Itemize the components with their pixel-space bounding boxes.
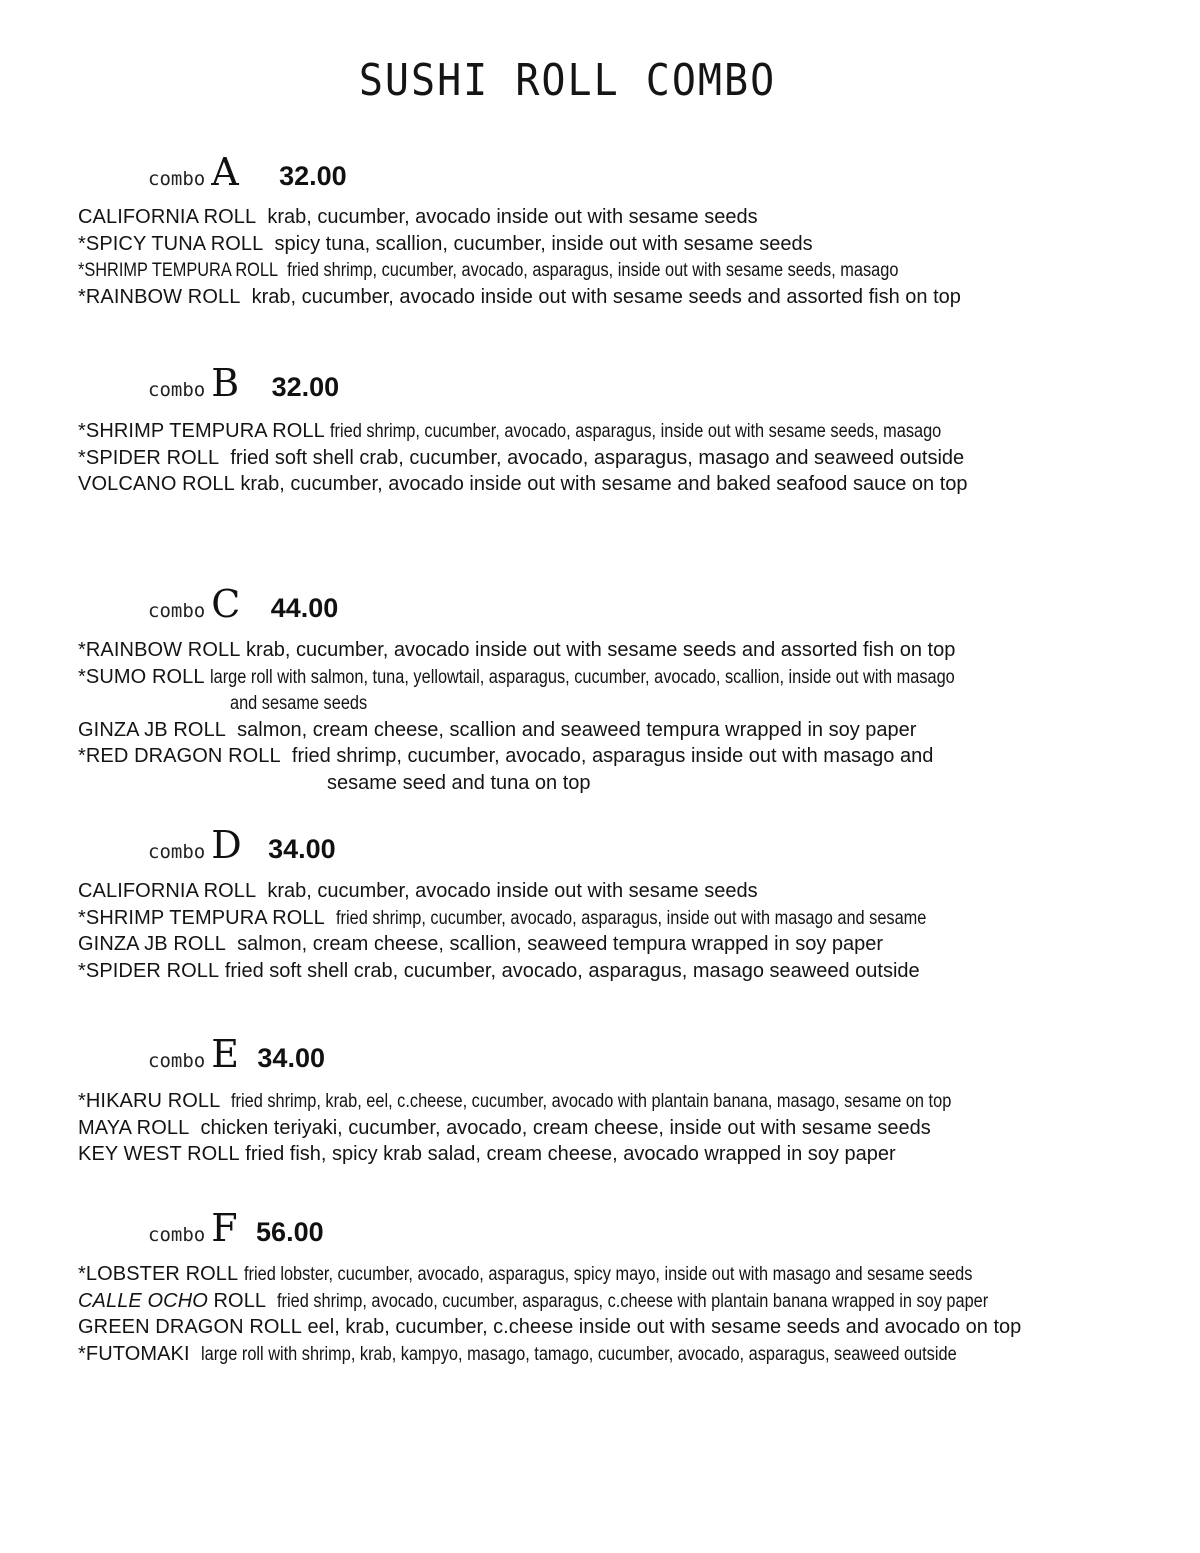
combo-price: 34.00 (257, 1043, 325, 1073)
combo-f-heading (148, 1206, 324, 1250)
combo-word: combo (148, 379, 206, 401)
item-description: krab, cucumber, avocado inside out with sesame seeds and assorted fish on top (251, 285, 961, 308)
menu-item (78, 1341, 1178, 1368)
item-description: fried shrimp, cucumber, avocado, asparagus, inside out with sesame seeds, masago (330, 421, 942, 442)
item-description: large roll with shrimp, krab, kampyo, masago, tamago, cucumber, avocado, asparagus, seaweed outside (200, 1343, 957, 1365)
menu-title: SUSHI ROLL COMBO (358, 56, 777, 106)
menu-item (78, 878, 1178, 905)
item-description: fried shrimp, cucumber, avocado, asparagus, inside out with sesame seeds, masago (287, 260, 899, 281)
item-description: fried lobster, cucumber, avocado, asparagus, spicy mayo, inside out with masago and sesame seeds (243, 1264, 973, 1285)
combo-word: combo (148, 1224, 206, 1246)
item-description: krab, cucumber, avocado inside out with sesame seeds and assorted fish on top (246, 639, 956, 661)
combo-a-items (78, 204, 1178, 310)
item-name: *HIKARU ROLL (78, 1090, 221, 1112)
menu-item (78, 637, 1178, 664)
combo-letter: E (211, 1032, 239, 1076)
menu-item (78, 905, 1178, 932)
item-name: GREEN DRAGON ROLL (78, 1316, 302, 1338)
menu-item (78, 958, 1178, 985)
item-name: MAYA ROLL (78, 1116, 190, 1139)
item-description: spicy tuna, scallion, cucumber, inside out with sesame seeds (274, 232, 813, 255)
menu-item (78, 931, 1178, 958)
combo-d-heading (148, 823, 336, 867)
item-name: *SUMO ROLL (78, 665, 205, 688)
item-name: *RED DRAGON ROLL (78, 745, 281, 767)
combo-price: 34.00 (268, 834, 336, 864)
combo-letter: D (211, 823, 242, 867)
item-description: krab, cucumber, avocado inside out with sesame and baked seafood sauce on top (240, 473, 968, 495)
combo-price: 32.00 (271, 372, 340, 402)
menu-item (78, 471, 1178, 498)
menu-item (78, 664, 1178, 691)
item-name: KEY WEST ROLL (78, 1143, 240, 1165)
item-name: *SPIDER ROLL (78, 959, 220, 982)
item-name: ROLL (213, 1289, 267, 1312)
item-name: CALIFORNIA ROLL (78, 206, 257, 228)
combo-word: combo (148, 168, 206, 190)
combo-letter: A (211, 150, 239, 194)
item-description: fried shrimp, avocado, cucumber, asparagus, c.cheese with plantain banana wrapped in soy paper (277, 1290, 989, 1312)
combo-letter: C (211, 582, 241, 626)
item-description: large roll with salmon, tuna, yellowtail, asparagus, cucumber, avocado, scallion, inside out with masago (210, 666, 955, 688)
menu-item (78, 1141, 1178, 1168)
item-name: *RAINBOW ROLL (78, 285, 241, 308)
menu-item-continuation (78, 770, 1178, 797)
item-description: fried shrimp, cucumber, avocado, asparagus inside out with masago and (291, 745, 934, 767)
combo-word: combo (148, 1050, 206, 1072)
item-name: *FUTOMAKI (78, 1342, 190, 1365)
item-name: *SHRIMP TEMPURA ROLL (78, 420, 325, 442)
item-name: *SPICY TUNA ROLL (78, 232, 264, 255)
menu-item (78, 418, 1178, 445)
item-description: fried fish, spicy krab salad, cream cheese, avocado wrapped in soy paper (245, 1143, 896, 1165)
combo-price: 44.00 (270, 593, 339, 623)
menu-item (78, 1115, 1178, 1142)
menu-item (78, 204, 1178, 231)
item-description: krab, cucumber, avocado inside out with sesame seeds (267, 206, 758, 228)
item-description: salmon, cream cheese, scallion, seaweed tempura wrapped in soy paper (237, 933, 884, 955)
menu-item-continuation (78, 690, 1178, 717)
combo-b-heading (148, 361, 339, 405)
menu-item (78, 284, 1178, 311)
combo-price: 56.00 (256, 1217, 324, 1247)
menu-item (78, 445, 1178, 472)
combo-letter: B (211, 361, 240, 405)
menu-item (78, 1088, 1178, 1115)
combo-b-items (78, 418, 1178, 498)
menu-item (78, 743, 1178, 770)
item-name: *LOBSTER ROLL (78, 1263, 239, 1285)
combo-price: 32.00 (279, 161, 347, 191)
item-name: *SHRIMP TEMPURA ROLL (78, 260, 279, 281)
combo-a-heading (148, 150, 347, 194)
item-description: krab, cucumber, avocado inside out with sesame seeds (267, 880, 758, 902)
combo-letter: F (211, 1206, 238, 1250)
item-name: *RAINBOW ROLL (78, 639, 241, 661)
combo-c-heading (148, 582, 338, 626)
item-name: *SHRIMP TEMPURA ROLL (78, 906, 325, 929)
combo-c-items (78, 637, 1178, 796)
combo-e-items (78, 1088, 1178, 1168)
menu-item (78, 231, 1178, 258)
item-description: salmon, cream cheese, scallion and seaweed tempura wrapped in soy paper (237, 718, 917, 741)
item-description: chicken teriyaki, cucumber, avocado, cream cheese, inside out with sesame seeds (200, 1116, 931, 1139)
combo-d-items (78, 878, 1178, 984)
item-description-continued: sesame seed and tuna on top (327, 771, 591, 794)
item-name: GINZA JB ROLL (78, 933, 227, 955)
item-name: *SPIDER ROLL (78, 446, 220, 469)
item-line (78, 258, 898, 285)
item-description-continued: and sesame seeds (230, 693, 368, 714)
menu-item (78, 1314, 1178, 1341)
menu-item (78, 1261, 1178, 1288)
item-name-italic: CALLE OCHO (78, 1289, 208, 1312)
item-name: GINZA JB ROLL (78, 718, 227, 741)
menu-item (78, 257, 1178, 284)
menu-item (78, 1288, 1178, 1315)
item-name: VOLCANO ROLL (78, 473, 235, 495)
item-description: fried shrimp, krab, eel, c.cheese, cucumber, avocado with plantain banana, masago, sesame on top (231, 1091, 952, 1112)
item-description: eel, krab, cucumber, c.cheese inside out with sesame seeds and avocado on top (307, 1316, 1022, 1338)
item-description: fried shrimp, cucumber, avocado, asparagus, inside out with masago and sesame (336, 907, 927, 929)
item-name: CALIFORNIA ROLL (78, 880, 257, 902)
combo-word: combo (148, 600, 206, 622)
combo-word: combo (148, 841, 206, 863)
menu-item (78, 717, 1178, 744)
combo-e-heading (148, 1032, 325, 1076)
combo-f-items (78, 1261, 1178, 1367)
item-description: fried soft shell crab, cucumber, avocado, asparagus, masago and seaweed outside (230, 446, 965, 469)
item-description: fried soft shell crab, cucumber, avocado, asparagus, masago seaweed outside (224, 959, 920, 982)
